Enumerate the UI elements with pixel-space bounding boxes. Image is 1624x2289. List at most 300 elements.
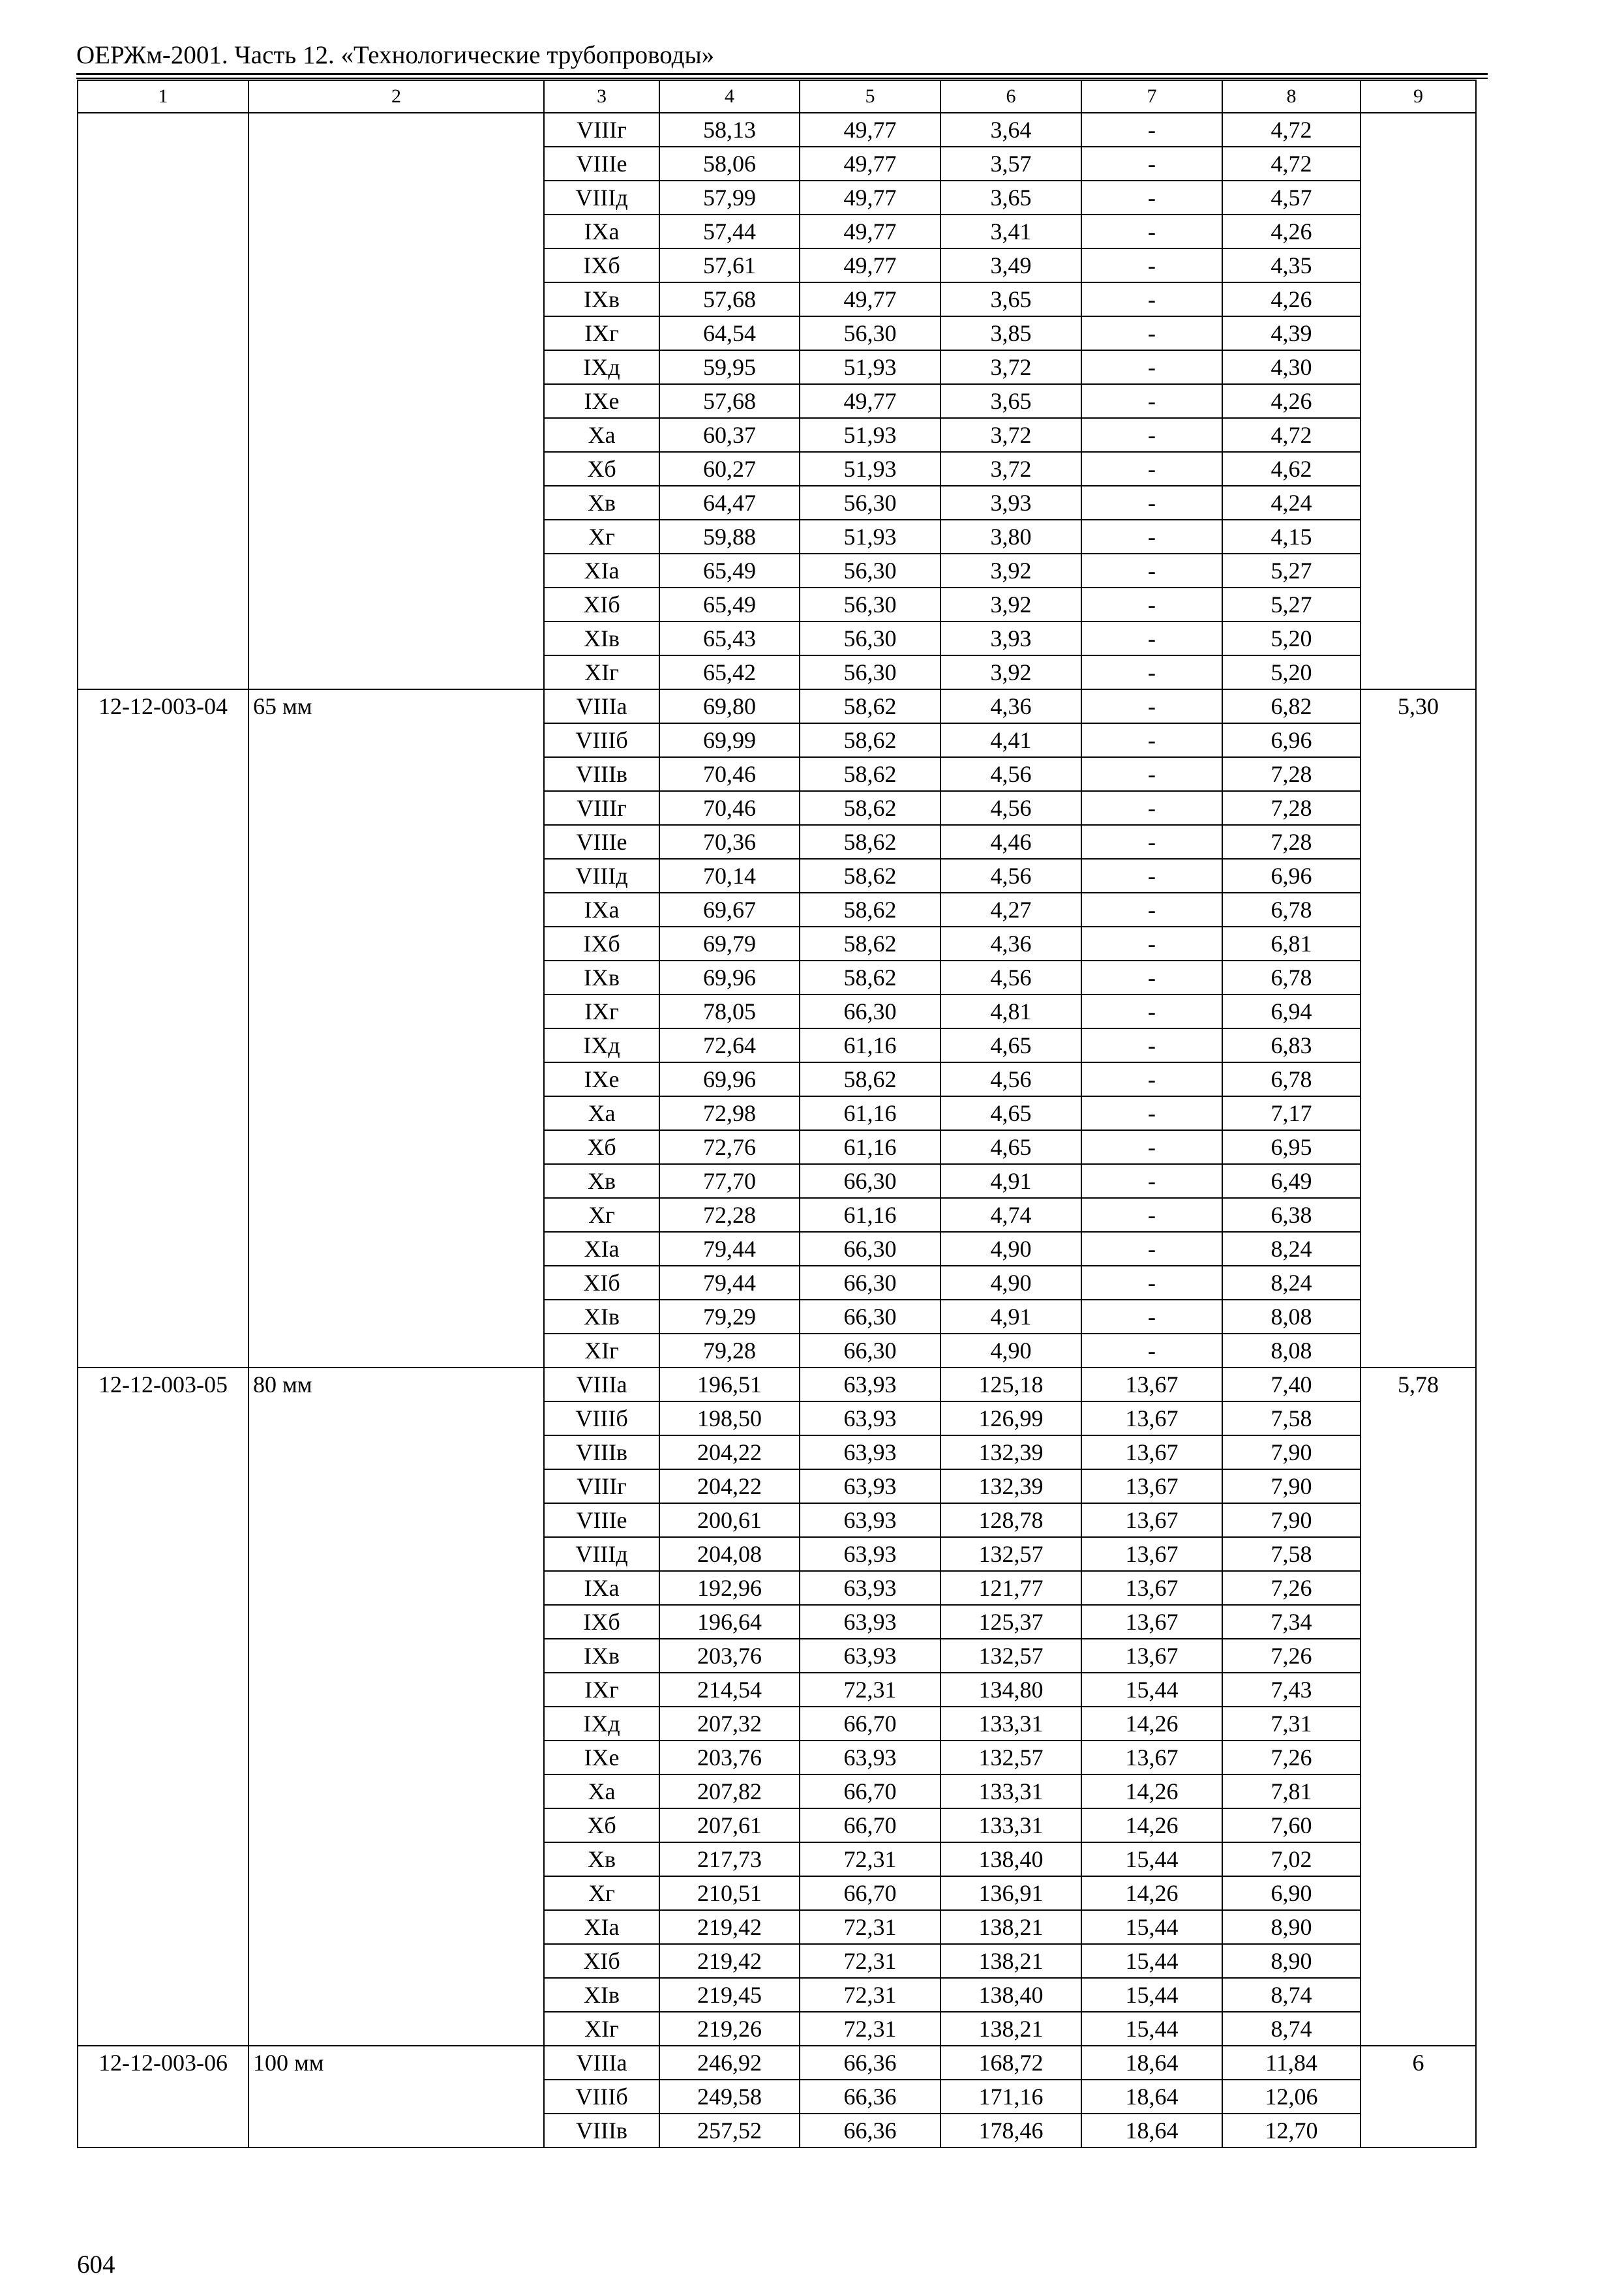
materials-cost-cell: 4,26 (1222, 384, 1361, 418)
materials-cost-cell: 4,39 (1222, 316, 1361, 350)
labor-cost-cell: 58,62 (800, 791, 940, 825)
operator-wages-cell: - (1081, 282, 1222, 316)
materials-cost-cell: 6,81 (1222, 927, 1361, 961)
labor-cost-cell: 58,62 (800, 757, 940, 791)
labor-hours-cell: 5,78 (1361, 1368, 1476, 2046)
region-cell: IXв (544, 1639, 659, 1673)
machine-cost-cell: 4,36 (940, 689, 1081, 723)
machine-cost-cell: 4,91 (940, 1164, 1081, 1198)
machine-cost-cell: 138,40 (940, 1978, 1081, 2012)
region-cell: VIIIб (544, 1401, 659, 1435)
total-cost-cell: 69,96 (659, 961, 800, 995)
operator-wages-cell: 15,44 (1081, 2012, 1222, 2046)
region-cell: VIIIв (544, 757, 659, 791)
operator-wages-cell: - (1081, 588, 1222, 621)
operator-wages-cell: - (1081, 995, 1222, 1028)
region-cell: IXг (544, 1673, 659, 1707)
machine-cost-cell: 136,91 (940, 1876, 1081, 1910)
column-number: 3 (544, 80, 659, 113)
operator-wages-cell: - (1081, 113, 1222, 147)
labor-cost-cell: 63,93 (800, 1368, 940, 1401)
total-cost-cell: 69,99 (659, 723, 800, 757)
total-cost-cell: 69,80 (659, 689, 800, 723)
materials-cost-cell: 8,74 (1222, 2012, 1361, 2046)
total-cost-cell: 78,05 (659, 995, 800, 1028)
operator-wages-cell: - (1081, 621, 1222, 655)
materials-cost-cell: 7,43 (1222, 1673, 1361, 1707)
region-cell: Xа (544, 1096, 659, 1130)
total-cost-cell: 64,54 (659, 316, 800, 350)
machine-cost-cell: 4,90 (940, 1232, 1081, 1266)
machine-cost-cell: 4,65 (940, 1130, 1081, 1164)
column-number-row (78, 80, 1476, 113)
machine-cost-cell: 4,56 (940, 791, 1081, 825)
column-number: 9 (1361, 80, 1476, 113)
operator-wages-cell: - (1081, 961, 1222, 995)
operator-wages-cell: - (1081, 248, 1222, 282)
machine-cost-cell: 3,57 (940, 147, 1081, 181)
labor-cost-cell: 56,30 (800, 486, 940, 520)
total-cost-cell: 65,49 (659, 588, 800, 621)
rate-code-cell (78, 113, 248, 689)
materials-cost-cell: 5,20 (1222, 621, 1361, 655)
machine-cost-cell: 4,41 (940, 723, 1081, 757)
total-cost-cell: 58,13 (659, 113, 800, 147)
total-cost-cell: 214,54 (659, 1673, 800, 1707)
materials-cost-cell: 12,70 (1222, 2114, 1361, 2147)
materials-cost-cell: 6,95 (1222, 1130, 1361, 1164)
materials-cost-cell: 6,78 (1222, 893, 1361, 927)
machine-cost-cell: 3,65 (940, 181, 1081, 215)
table-row (78, 113, 1476, 147)
machine-cost-cell: 3,49 (940, 248, 1081, 282)
machine-cost-cell: 121,77 (940, 1571, 1081, 1605)
operator-wages-cell: 13,67 (1081, 1469, 1222, 1503)
operator-wages-cell: - (1081, 1266, 1222, 1300)
machine-cost-cell: 4,46 (940, 825, 1081, 859)
materials-cost-cell: 6,83 (1222, 1028, 1361, 1062)
operator-wages-cell: - (1081, 554, 1222, 588)
region-cell: XIг (544, 2012, 659, 2046)
operator-wages-cell: - (1081, 384, 1222, 418)
materials-cost-cell: 6,78 (1222, 961, 1361, 995)
region-cell: IXб (544, 927, 659, 961)
labor-cost-cell: 49,77 (800, 147, 940, 181)
operator-wages-cell: - (1081, 1130, 1222, 1164)
pipe-diameter-cell (248, 113, 544, 689)
total-cost-cell: 69,67 (659, 893, 800, 927)
region-cell: IXг (544, 995, 659, 1028)
labor-cost-cell: 56,30 (800, 588, 940, 621)
column-number: 4 (659, 80, 800, 113)
machine-cost-cell: 3,93 (940, 621, 1081, 655)
labor-cost-cell: 58,62 (800, 689, 940, 723)
labor-cost-cell: 58,62 (800, 927, 940, 961)
materials-cost-cell: 8,90 (1222, 1910, 1361, 1944)
operator-wages-cell: 18,64 (1081, 2114, 1222, 2147)
machine-cost-cell: 133,31 (940, 1808, 1081, 1842)
operator-wages-cell: - (1081, 791, 1222, 825)
materials-cost-cell: 6,49 (1222, 1164, 1361, 1198)
materials-cost-cell: 4,57 (1222, 181, 1361, 215)
header-rule-thick (76, 73, 1488, 75)
materials-cost-cell: 5,27 (1222, 554, 1361, 588)
machine-cost-cell: 4,74 (940, 1198, 1081, 1232)
rate-code-cell: 12-12-003-04 (78, 689, 248, 1368)
region-cell: XIа (544, 1232, 659, 1266)
region-cell: XIг (544, 1334, 659, 1368)
machine-cost-cell: 3,93 (940, 486, 1081, 520)
machine-cost-cell: 132,57 (940, 1741, 1081, 1774)
region-cell: VIIIб (544, 723, 659, 757)
region-cell: VIIIб (544, 2080, 659, 2114)
labor-cost-cell: 56,30 (800, 655, 940, 689)
region-cell: IXг (544, 316, 659, 350)
region-cell: IXа (544, 1571, 659, 1605)
materials-cost-cell: 4,30 (1222, 350, 1361, 384)
materials-cost-cell: 7,90 (1222, 1435, 1361, 1469)
table-row (78, 1368, 1476, 1401)
labor-cost-cell: 66,70 (800, 1808, 940, 1842)
materials-cost-cell: 7,34 (1222, 1605, 1361, 1639)
total-cost-cell: 249,58 (659, 2080, 800, 2114)
labor-hours-cell: 6 (1361, 2046, 1476, 2147)
labor-cost-cell: 66,30 (800, 1334, 940, 1368)
materials-cost-cell: 4,72 (1222, 113, 1361, 147)
region-cell: IXд (544, 1028, 659, 1062)
materials-cost-cell: 7,17 (1222, 1096, 1361, 1130)
region-cell: VIIIа (544, 1368, 659, 1401)
region-cell: XIа (544, 1910, 659, 1944)
labor-cost-cell: 56,30 (800, 316, 940, 350)
total-cost-cell: 64,47 (659, 486, 800, 520)
materials-cost-cell: 4,62 (1222, 452, 1361, 486)
operator-wages-cell: - (1081, 1028, 1222, 1062)
materials-cost-cell: 6,82 (1222, 689, 1361, 723)
machine-cost-cell: 4,91 (940, 1300, 1081, 1334)
total-cost-cell: 203,76 (659, 1741, 800, 1774)
machine-cost-cell: 4,90 (940, 1334, 1081, 1368)
total-cost-cell: 70,14 (659, 859, 800, 893)
machine-cost-cell: 3,65 (940, 282, 1081, 316)
region-cell: IXа (544, 893, 659, 927)
total-cost-cell: 219,26 (659, 2012, 800, 2046)
machine-cost-cell: 133,31 (940, 1707, 1081, 1741)
machine-cost-cell: 138,21 (940, 1910, 1081, 1944)
labor-cost-cell: 51,93 (800, 520, 940, 554)
machine-cost-cell: 3,72 (940, 418, 1081, 452)
materials-cost-cell: 7,02 (1222, 1842, 1361, 1876)
labor-cost-cell: 61,16 (800, 1198, 940, 1232)
total-cost-cell: 70,36 (659, 825, 800, 859)
labor-cost-cell: 49,77 (800, 384, 940, 418)
materials-cost-cell: 7,28 (1222, 825, 1361, 859)
operator-wages-cell: 13,67 (1081, 1368, 1222, 1401)
operator-wages-cell: - (1081, 757, 1222, 791)
total-cost-cell: 72,28 (659, 1198, 800, 1232)
machine-cost-cell: 3,92 (940, 554, 1081, 588)
total-cost-cell: 204,22 (659, 1469, 800, 1503)
labor-cost-cell: 66,70 (800, 1876, 940, 1910)
machine-cost-cell: 4,56 (940, 757, 1081, 791)
materials-cost-cell: 6,78 (1222, 1062, 1361, 1096)
region-cell: IXа (544, 215, 659, 248)
operator-wages-cell: 14,26 (1081, 1876, 1222, 1910)
total-cost-cell: 257,52 (659, 2114, 800, 2147)
machine-cost-cell: 138,21 (940, 2012, 1081, 2046)
materials-cost-cell: 7,28 (1222, 791, 1361, 825)
operator-wages-cell: - (1081, 927, 1222, 961)
region-cell: Xв (544, 1164, 659, 1198)
operator-wages-cell: 18,64 (1081, 2080, 1222, 2114)
labor-cost-cell: 61,16 (800, 1096, 940, 1130)
operator-wages-cell: - (1081, 723, 1222, 757)
total-cost-cell: 77,70 (659, 1164, 800, 1198)
machine-cost-cell: 4,56 (940, 961, 1081, 995)
region-cell: XIв (544, 1978, 659, 2012)
pipe-diameter-cell: 80 мм (248, 1368, 544, 2046)
materials-cost-cell: 8,90 (1222, 1944, 1361, 1978)
operator-wages-cell: 15,44 (1081, 1910, 1222, 1944)
labor-cost-cell: 72,31 (800, 1842, 940, 1876)
region-cell: Xб (544, 1130, 659, 1164)
labor-cost-cell: 49,77 (800, 113, 940, 147)
table-row (78, 689, 1476, 723)
materials-cost-cell: 4,26 (1222, 215, 1361, 248)
region-cell: VIIIе (544, 825, 659, 859)
machine-cost-cell: 4,56 (940, 1062, 1081, 1096)
total-cost-cell: 57,68 (659, 282, 800, 316)
materials-cost-cell: 7,90 (1222, 1469, 1361, 1503)
total-cost-cell: 65,43 (659, 621, 800, 655)
total-cost-cell: 198,50 (659, 1401, 800, 1435)
column-number: 8 (1222, 80, 1361, 113)
region-cell: IXе (544, 1741, 659, 1774)
total-cost-cell: 70,46 (659, 757, 800, 791)
operator-wages-cell: - (1081, 859, 1222, 893)
labor-cost-cell: 63,93 (800, 1537, 940, 1571)
materials-cost-cell: 4,72 (1222, 418, 1361, 452)
labor-cost-cell: 49,77 (800, 282, 940, 316)
total-cost-cell: 60,27 (659, 452, 800, 486)
total-cost-cell: 246,92 (659, 2046, 800, 2080)
column-number: 5 (800, 80, 940, 113)
operator-wages-cell: 13,67 (1081, 1401, 1222, 1435)
page-header-title: ОЕРЖм-2001. Часть 12. «Технологические трубопроводы» (76, 41, 715, 69)
labor-hours-cell: 5,30 (1361, 689, 1476, 1368)
materials-cost-cell: 7,26 (1222, 1639, 1361, 1673)
total-cost-cell: 59,95 (659, 350, 800, 384)
materials-cost-cell: 12,06 (1222, 2080, 1361, 2114)
materials-cost-cell: 8,74 (1222, 1978, 1361, 2012)
labor-cost-cell: 63,93 (800, 1503, 940, 1537)
operator-wages-cell: - (1081, 1096, 1222, 1130)
total-cost-cell: 69,96 (659, 1062, 800, 1096)
materials-cost-cell: 7,58 (1222, 1401, 1361, 1435)
region-cell: VIIIг (544, 113, 659, 147)
total-cost-cell: 79,44 (659, 1266, 800, 1300)
region-cell: VIIIа (544, 689, 659, 723)
region-cell: Xа (544, 1774, 659, 1808)
machine-cost-cell: 138,40 (940, 1842, 1081, 1876)
region-cell: XIв (544, 621, 659, 655)
operator-wages-cell: 14,26 (1081, 1808, 1222, 1842)
total-cost-cell: 65,42 (659, 655, 800, 689)
materials-cost-cell: 8,24 (1222, 1266, 1361, 1300)
column-number: 7 (1081, 80, 1222, 113)
machine-cost-cell: 178,46 (940, 2114, 1081, 2147)
operator-wages-cell: - (1081, 1164, 1222, 1198)
operator-wages-cell: 15,44 (1081, 1673, 1222, 1707)
machine-cost-cell: 3,64 (940, 113, 1081, 147)
labor-cost-cell: 63,93 (800, 1469, 940, 1503)
labor-cost-cell: 63,93 (800, 1571, 940, 1605)
machine-cost-cell: 4,65 (940, 1096, 1081, 1130)
materials-cost-cell: 6,94 (1222, 995, 1361, 1028)
total-cost-cell: 204,08 (659, 1537, 800, 1571)
pipe-diameter-cell: 65 мм (248, 689, 544, 1368)
region-cell: VIIIа (544, 2046, 659, 2080)
materials-cost-cell: 5,27 (1222, 588, 1361, 621)
region-cell: Xг (544, 1876, 659, 1910)
region-cell: IXд (544, 350, 659, 384)
labor-cost-cell: 66,36 (800, 2046, 940, 2080)
region-cell: VIIIе (544, 1503, 659, 1537)
region-cell: IXв (544, 282, 659, 316)
machine-cost-cell: 132,57 (940, 1537, 1081, 1571)
rate-code-cell: 12-12-003-06 (78, 2046, 248, 2147)
machine-cost-cell: 4,36 (940, 927, 1081, 961)
total-cost-cell: 196,51 (659, 1368, 800, 1401)
operator-wages-cell: - (1081, 418, 1222, 452)
machine-cost-cell: 3,92 (940, 588, 1081, 621)
region-cell: Xв (544, 486, 659, 520)
region-cell: IXв (544, 961, 659, 995)
operator-wages-cell: - (1081, 689, 1222, 723)
region-cell: VIIIг (544, 791, 659, 825)
pipe-diameter-cell: 100 мм (248, 2046, 544, 2147)
materials-cost-cell: 6,90 (1222, 1876, 1361, 1910)
total-cost-cell: 203,76 (659, 1639, 800, 1673)
operator-wages-cell: - (1081, 825, 1222, 859)
labor-cost-cell: 66,30 (800, 995, 940, 1028)
machine-cost-cell: 4,56 (940, 859, 1081, 893)
labor-cost-cell: 63,93 (800, 1605, 940, 1639)
total-cost-cell: 57,68 (659, 384, 800, 418)
labor-cost-cell: 58,62 (800, 859, 940, 893)
materials-cost-cell: 6,96 (1222, 859, 1361, 893)
total-cost-cell: 60,37 (659, 418, 800, 452)
labor-cost-cell: 66,30 (800, 1266, 940, 1300)
region-cell: IXб (544, 1605, 659, 1639)
total-cost-cell: 217,73 (659, 1842, 800, 1876)
total-cost-cell: 72,64 (659, 1028, 800, 1062)
machine-cost-cell: 132,39 (940, 1469, 1081, 1503)
total-cost-cell: 72,76 (659, 1130, 800, 1164)
machine-cost-cell: 4,81 (940, 995, 1081, 1028)
machine-cost-cell: 3,80 (940, 520, 1081, 554)
machine-cost-cell: 171,16 (940, 2080, 1081, 2114)
labor-cost-cell: 66,36 (800, 2114, 940, 2147)
region-cell: XIв (544, 1300, 659, 1334)
operator-wages-cell: 13,67 (1081, 1605, 1222, 1639)
materials-cost-cell: 7,31 (1222, 1707, 1361, 1741)
materials-cost-cell: 8,08 (1222, 1300, 1361, 1334)
page-number: 604 (77, 2251, 115, 2279)
total-cost-cell: 57,61 (659, 248, 800, 282)
total-cost-cell: 59,88 (659, 520, 800, 554)
region-cell: Xб (544, 1808, 659, 1842)
region-cell: XIа (544, 554, 659, 588)
rates-table (77, 80, 1477, 2148)
materials-cost-cell: 7,58 (1222, 1537, 1361, 1571)
labor-cost-cell: 72,31 (800, 1910, 940, 1944)
materials-cost-cell: 4,72 (1222, 147, 1361, 181)
column-number: 1 (78, 80, 248, 113)
operator-wages-cell: 18,64 (1081, 2046, 1222, 2080)
machine-cost-cell: 3,92 (940, 655, 1081, 689)
materials-cost-cell: 7,26 (1222, 1571, 1361, 1605)
region-cell: IXд (544, 1707, 659, 1741)
rate-code-cell: 12-12-003-05 (78, 1368, 248, 2046)
region-cell: Xв (544, 1842, 659, 1876)
materials-cost-cell: 7,26 (1222, 1741, 1361, 1774)
materials-cost-cell: 11,84 (1222, 2046, 1361, 2080)
total-cost-cell: 192,96 (659, 1571, 800, 1605)
region-cell: Xа (544, 418, 659, 452)
machine-cost-cell: 3,65 (940, 384, 1081, 418)
machine-cost-cell: 3,72 (940, 452, 1081, 486)
materials-cost-cell: 7,90 (1222, 1503, 1361, 1537)
total-cost-cell: 79,29 (659, 1300, 800, 1334)
machine-cost-cell: 132,57 (940, 1639, 1081, 1673)
operator-wages-cell: 15,44 (1081, 1944, 1222, 1978)
machine-cost-cell: 125,18 (940, 1368, 1081, 1401)
region-cell: VIIIд (544, 859, 659, 893)
materials-cost-cell: 7,81 (1222, 1774, 1361, 1808)
materials-cost-cell: 6,96 (1222, 723, 1361, 757)
operator-wages-cell: 13,67 (1081, 1537, 1222, 1571)
machine-cost-cell: 134,80 (940, 1673, 1081, 1707)
table-body (78, 80, 1476, 2147)
region-cell: XIг (544, 655, 659, 689)
region-cell: Xг (544, 1198, 659, 1232)
operator-wages-cell: - (1081, 1300, 1222, 1334)
region-cell: VIIIв (544, 2114, 659, 2147)
operator-wages-cell: - (1081, 215, 1222, 248)
total-cost-cell: 72,98 (659, 1096, 800, 1130)
labor-cost-cell: 66,70 (800, 1774, 940, 1808)
table-row (78, 2046, 1476, 2080)
materials-cost-cell: 6,38 (1222, 1198, 1361, 1232)
total-cost-cell: 207,61 (659, 1808, 800, 1842)
total-cost-cell: 210,51 (659, 1876, 800, 1910)
machine-cost-cell: 3,41 (940, 215, 1081, 248)
labor-cost-cell: 51,93 (800, 418, 940, 452)
materials-cost-cell: 4,26 (1222, 282, 1361, 316)
labor-cost-cell: 63,93 (800, 1435, 940, 1469)
column-number: 2 (248, 80, 544, 113)
operator-wages-cell: - (1081, 452, 1222, 486)
total-cost-cell: 57,44 (659, 215, 800, 248)
region-cell: XIб (544, 588, 659, 621)
operator-wages-cell: - (1081, 893, 1222, 927)
total-cost-cell: 70,46 (659, 791, 800, 825)
machine-cost-cell: 3,72 (940, 350, 1081, 384)
labor-cost-cell: 58,62 (800, 723, 940, 757)
materials-cost-cell: 4,35 (1222, 248, 1361, 282)
labor-cost-cell: 63,93 (800, 1741, 940, 1774)
